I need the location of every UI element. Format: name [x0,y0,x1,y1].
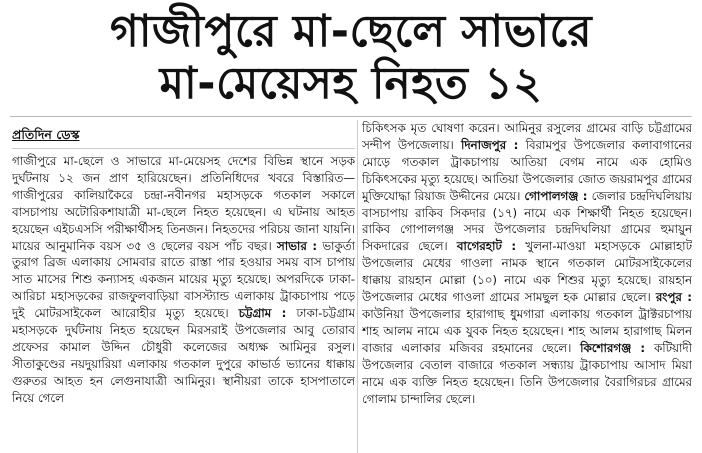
dateline-gopalganj: গোপালগঞ্জ : [524,188,588,203]
byline-separator [12,148,355,149]
right-column [362,120,692,453]
rangpur-text: কাউনিয়া উপজেলার হারাগাছ ধুমগারা এলাকায় গতকাল ট্রাক্টরচাপায় শাহ আলম নামে এক যুবক নিহত হয়েছেন। শাহ আলম হারাগাছ মিলন বাজার এলাকার মজিবর রহমানের ছেলে। [362,306,692,355]
dateline-savar: সাভার : [276,238,318,253]
byline: প্রতিদিন ডেস্ক [12,127,80,142]
dateline-kishoreganj: কিশোরগঞ্জ : [580,340,646,355]
continued-text: চিকিৎসক মৃত ঘোষণা করেন। আমিনুর রসুলের গ্রামের বাড়ি চট্টগ্রামের সন্দীপ উপজেলায়। [362,121,692,152]
headline [0,0,702,112]
savar-text: ভাকুর্তা তুরাগ ব্রিজ এলাকায় সোমবার রাতে রাস্তা পার হওয়ার সময় বাস চাপায় সাত মাসের শিশু কন্যাসহ একজন মায়ের মৃত্যু হয়েছে। অপরদিকে ঢাকা-আরিচা মহাসড়কের রাজফুলবাড়িয়া বাসস্ট্যান্ড এলাকায় ট্রাকচাপায় পড়ে দুই মোটরসাইকেল আরোহীর মৃত্যু হয়েছে। [12,238,355,321]
dateline-bagerhat: বাগেরহাট : [456,239,517,254]
headline-line-2: মা-মেয়েসহ নিহত ১২ [159,58,543,109]
dateline-chattogram: চট্টগ্রাম : [238,306,287,321]
article-body-right [362,120,692,407]
headline-rule [10,116,692,117]
headline-line-1: গাজীপুরে মা-ছেলে সাভারে [109,6,593,57]
kishoreganj-text: কটিয়াদী উপজেলার বেতাল বাজারে গতকাল সন্ধ্যায় ট্রাকচাপায় আসাদ মিয়া নামে এক ব্যক্তি নিহত হয়েছেন। তিনি উপজেলার বৈরাগিরচর গ্রামের গোলাম চান্দালির ছেলে। [362,340,692,406]
article-body-left [12,153,355,407]
column-divider [357,120,358,453]
dinajpur-text: বিরামপুর উপজেলার কলাবাগানের মোড়ে গতকাল ট্রাকচাপায় আতিয়া বেগম নামে এক হোমিও চিকিৎসকের মৃত্যু হয়েছে। আতিয়া উপজেলার জোত জয়রামপুর গ্রামের মুক্তিযোদ্ধা রিয়াজ উদ্দীনের মেয়ে। [362,137,692,203]
chattogram-text: ঢাকা-চট্টগ্রাম মহাসড়কে দুর্ঘটনায় নিহত হয়েছেন মিরসরাই উপজেলার আবু তোরাব প্রফেসর কামাল উদ্দিন চৌধুরী কলেজের অধ্যক্ষ আমিনুর রসুল। সীতাকুণ্ডের নয়দুয়ারিয়া এলাকায় গতকাল দুপুরে কাভার্ড ভ্যানের ধাক্কায় গুরুতর আহত হন লেগুনাযাত্রী আমিনুর। স্থানীয়রা তাকে হাসপাতালে নিয়ে গেলে [12,306,355,405]
gopalganj-text: জেলার চন্দ্রদিঘলিয়ায় বাসচাপায় রাকিব সিকদার (১৭) নামে এক শিক্ষার্থী নিহত হয়েছেন। রাকিব গোপালগঞ্জ সদর উপজেলার চন্দ্রদিঘলিয়া গ্রামের হুমায়ুন সিকদারের ছেলে। [362,188,692,254]
intro-paragraph: গাজীপুরে মা-ছেলে ও সাভারে মা-মেয়েসহ দেশের বিভিন্ন স্থানে সড়ক দুর্ঘটনায় ১২ জন প্রাণ হারিয়েছেন। প্রতিনিধিদের খবরে বিস্তারিত— গাজীপুরের কালিয়াকৈরে চন্দ্রা-নবীনগর মহাসড়কে গতকাল সকালে বাসচাপায় অটোরিকশাযাত্রী মা-ছেলে নিহত হয়েছেন। এ ঘটনায় আহত হয়েছেন এইচএসসি পরীক্ষার্থীসহ তিনজন। নিহতদের পরিচয় জানা যায়নি। মায়ের আনুমানিক বয়স ৩৫ ও ছেলের বয়স পাঁচ বছর। [12,154,355,253]
left-column [12,120,355,453]
bagerhat-text: খুলনা-মাওয়া মহাসড়কে মোল্লাহাট উপজেলার মেধের গাওলা নামক স্থানে গতকাল মোটরসাইকেলের ধাক্কায় রায়হান মোল্লা (১০) নামে এক শিশুর মৃত্যু হয়েছে। রায়হান উপজেলার মেধের গাওলা গ্রামের সামছুল হক মোল্লার ছেলে। [362,239,692,305]
dateline-rangpur: রংপুর : [655,290,692,305]
dateline-dinajpur: দিনাজপুর : [460,137,519,152]
